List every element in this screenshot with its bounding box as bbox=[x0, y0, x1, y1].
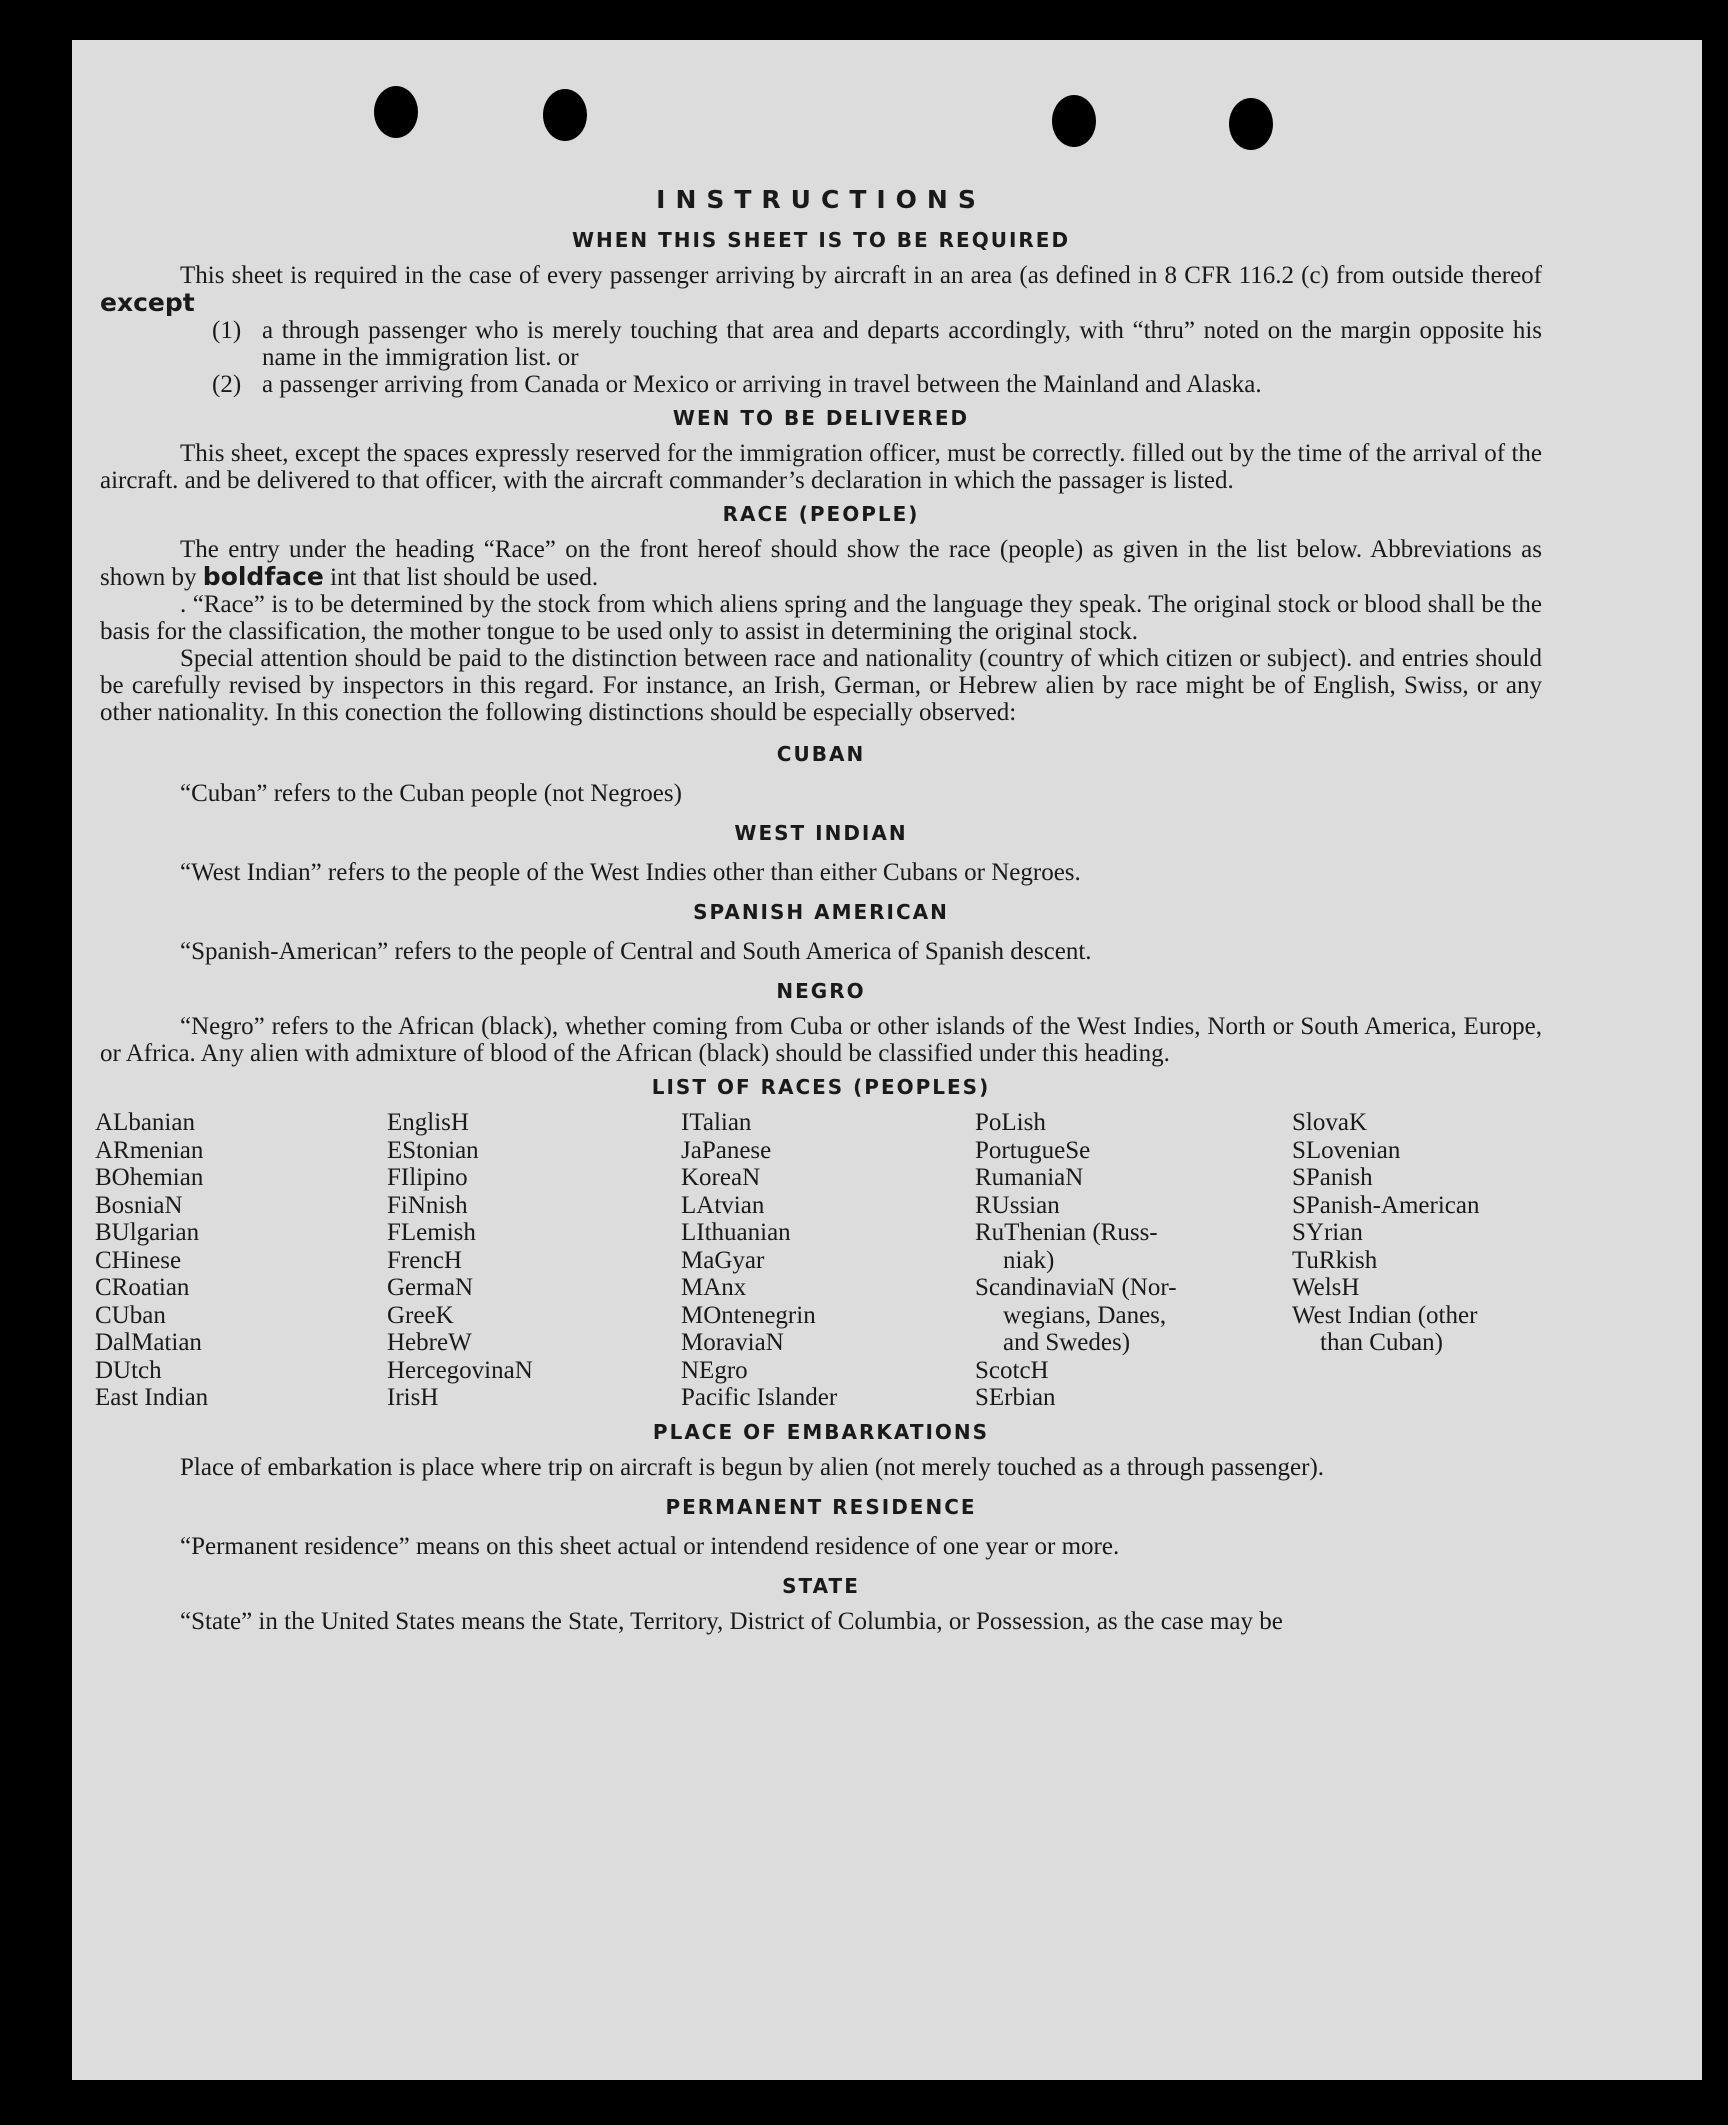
list-item: SErbian bbox=[975, 1384, 1056, 1411]
paragraph-when-required: This sheet is required in the case of every passenger arriving by aircraft in an area (as defined in 8 CFR 116.2 (c) from outside thereof except bbox=[100, 262, 1542, 317]
list-item: DUtch bbox=[95, 1356, 162, 1384]
list-item: MoraviaN bbox=[681, 1329, 784, 1356]
list-item: ScandinaviaN (Nor- bbox=[975, 1274, 1177, 1301]
bold-except: except bbox=[100, 288, 195, 317]
list-item: WelsH bbox=[1292, 1274, 1360, 1301]
list-item: MOntenegrin bbox=[681, 1301, 816, 1329]
race-column bbox=[681, 1109, 975, 1412]
list-item: PoLish bbox=[975, 1109, 1046, 1136]
list-item: HebreW bbox=[387, 1329, 472, 1356]
heading-when-required: WHEN THIS SHEET IS TO BE REQUIRED bbox=[571, 228, 1071, 252]
race-column bbox=[95, 1109, 387, 1412]
list-item: JaPanese bbox=[681, 1136, 772, 1164]
heading-negro: NEGRO bbox=[776, 979, 866, 1003]
list-item: FrencH bbox=[387, 1246, 462, 1274]
paragraph-west-indian: “West Indian” refers to the people of the West Indies other than either Cubans or Negroes. bbox=[180, 859, 1081, 886]
punch-hole bbox=[1052, 95, 1096, 147]
race-column bbox=[1292, 1109, 1542, 1412]
list-item: FLemish bbox=[387, 1219, 476, 1246]
list-item: ScotcH bbox=[975, 1356, 1049, 1384]
list-item: wegians, Danes, bbox=[1003, 1301, 1167, 1329]
list-item: CUban bbox=[95, 1301, 166, 1329]
heading-state: STATE bbox=[782, 1573, 860, 1598]
list-item: SlovaK bbox=[1292, 1109, 1367, 1136]
list-item: MaGyar bbox=[681, 1246, 765, 1274]
paragraph-negro: “Negro” refers to the African (black), whether coming from Cuba or other islands of the West Indies, North or South America, Europe, or Africa. Any alien with admixture of blood of the African (black) should be classified under this heading. bbox=[100, 1013, 1542, 1067]
list-item: ARmenian bbox=[95, 1136, 204, 1164]
heading-west-indian: WEST INDIAN bbox=[734, 821, 908, 845]
list-item: RuThenian (Russ- bbox=[975, 1219, 1158, 1246]
punch-hole bbox=[1229, 98, 1273, 150]
race-column bbox=[387, 1109, 681, 1412]
list-item: FIlipino bbox=[387, 1164, 468, 1191]
heading-cuban: CUBAN bbox=[776, 742, 866, 766]
heading-when-delivered: WEN TO BE DELIVERED bbox=[672, 406, 970, 430]
list-item: MAnx bbox=[681, 1274, 747, 1301]
heading-permanent-residence: PERMANENT RESIDENCE bbox=[665, 1494, 977, 1519]
list-item: (1) a through passenger who is merely touching that area and departs accordingly, with “thru” noted on the margin opposite his name in the immigration list. or bbox=[212, 317, 1542, 371]
list-item: East Indian bbox=[95, 1384, 209, 1411]
list-item: EStonian bbox=[387, 1136, 479, 1164]
bold-boldface: boldface bbox=[202, 562, 324, 591]
paragraph-spanish-american: “Spanish-American” refers to the people of Central and South America of Spanish descent. bbox=[180, 938, 1092, 965]
page-title: INSTRUCTIONS bbox=[656, 185, 986, 214]
list-item: ITalian bbox=[681, 1109, 752, 1136]
list-item: SPanish-American bbox=[1292, 1191, 1480, 1219]
document-content bbox=[95, 185, 1542, 1635]
punch-hole bbox=[543, 89, 587, 141]
heading-race: RACE (PEOPLE) bbox=[722, 502, 920, 526]
list-item: BOhemian bbox=[95, 1164, 204, 1191]
list-item: RUssian bbox=[975, 1191, 1060, 1219]
list-item: DalMatian bbox=[95, 1329, 202, 1356]
paragraph-race-3: Special attention should be paid to the distinction between race and nationality (country of which citizen or subject). and entries should be carefully revised by inspectors in this regard. For instance, an Irish, German, or Hebrew alien by race might be of English, Swiss, or any other nationality. In this conection the following distinctions should be especially observed: bbox=[100, 645, 1542, 726]
list-item: West Indian (other bbox=[1292, 1301, 1478, 1329]
heading-spanish-american: SPANISH AMERICAN bbox=[693, 900, 949, 924]
paragraph-state: “State” in the United States means the State, Territory, District of Columbia, or Possession, as the case may be bbox=[180, 1607, 1283, 1635]
paragraph-permanent-residence: “Permanent residence” means on this sheet actual or intendend residence of one year or more. bbox=[180, 1532, 1120, 1560]
paragraph-race-1: The entry under the heading “Race” on the front hereof should show the race (people) as given in the list below. Abbreviations as shown by boldface int that list should be used. bbox=[100, 536, 1542, 591]
list-item: RumaniaN bbox=[975, 1164, 1084, 1191]
paragraph-race-2: . “Race” is to be determined by the stock from which aliens spring and the language they speak. The original stock or blood shall be the basis for the classification, the mother tongue to be used only to assist in determining the original stock. bbox=[100, 591, 1542, 645]
list-item: GermaN bbox=[387, 1274, 474, 1301]
list-item: LAtvian bbox=[681, 1191, 765, 1219]
list-item: GreeK bbox=[387, 1301, 454, 1329]
race-list bbox=[95, 1109, 1542, 1412]
list-item: NEgro bbox=[681, 1356, 748, 1384]
heading-list-of-races: LIST OF RACES (PEOPLES) bbox=[651, 1075, 991, 1099]
paragraph-cuban: “Cuban” refers to the Cuban people (not Negroes) bbox=[180, 780, 682, 807]
list-item: CHinese bbox=[95, 1246, 182, 1274]
list-item: ALbanian bbox=[95, 1109, 195, 1136]
list-item: niak) bbox=[1003, 1246, 1055, 1274]
list-item: (2) a passenger arriving from Canada or Mexico or arriving in travel between the Mainland and Alaska. bbox=[212, 371, 1262, 398]
list-item: SLovenian bbox=[1292, 1136, 1401, 1164]
list-item: IrisH bbox=[387, 1384, 439, 1411]
list-item: FiNnish bbox=[387, 1191, 468, 1219]
list-item: KoreaN bbox=[681, 1164, 761, 1191]
list-item: SPanish bbox=[1292, 1164, 1373, 1191]
race-column bbox=[975, 1109, 1292, 1412]
list-item: TuRkish bbox=[1292, 1246, 1378, 1274]
list-item: and Swedes) bbox=[1003, 1329, 1131, 1356]
list-item: EnglisH bbox=[387, 1109, 469, 1136]
heading-embarkation: PLACE OF EMBARKATIONS bbox=[652, 1419, 990, 1444]
punch-hole bbox=[374, 86, 418, 138]
list-item: HercegovinaN bbox=[387, 1356, 533, 1384]
list-item: BosniaN bbox=[95, 1191, 183, 1219]
list-item: Pacific Islander bbox=[681, 1384, 838, 1411]
paragraph-when-delivered: This sheet, except the spaces expressly reserved for the immigration officer, must be correctly. filled out by the time of the arrival of the aircraft. and be delivered to that officer, with the aircraft commander’s declaration in which the passager is listed. bbox=[100, 440, 1542, 494]
list-item: CRoatian bbox=[95, 1274, 190, 1301]
list-item: LIthuanian bbox=[681, 1219, 791, 1246]
list-item: SYrian bbox=[1292, 1219, 1363, 1246]
list-item: BUlgarian bbox=[95, 1219, 200, 1246]
list-item: than Cuban) bbox=[1320, 1329, 1443, 1356]
list-item: PortugueSe bbox=[975, 1136, 1091, 1164]
paragraph-embarkation: Place of embarkation is place where trip on aircraft is begun by alien (not merely touched as a through passenger). bbox=[180, 1453, 1325, 1481]
